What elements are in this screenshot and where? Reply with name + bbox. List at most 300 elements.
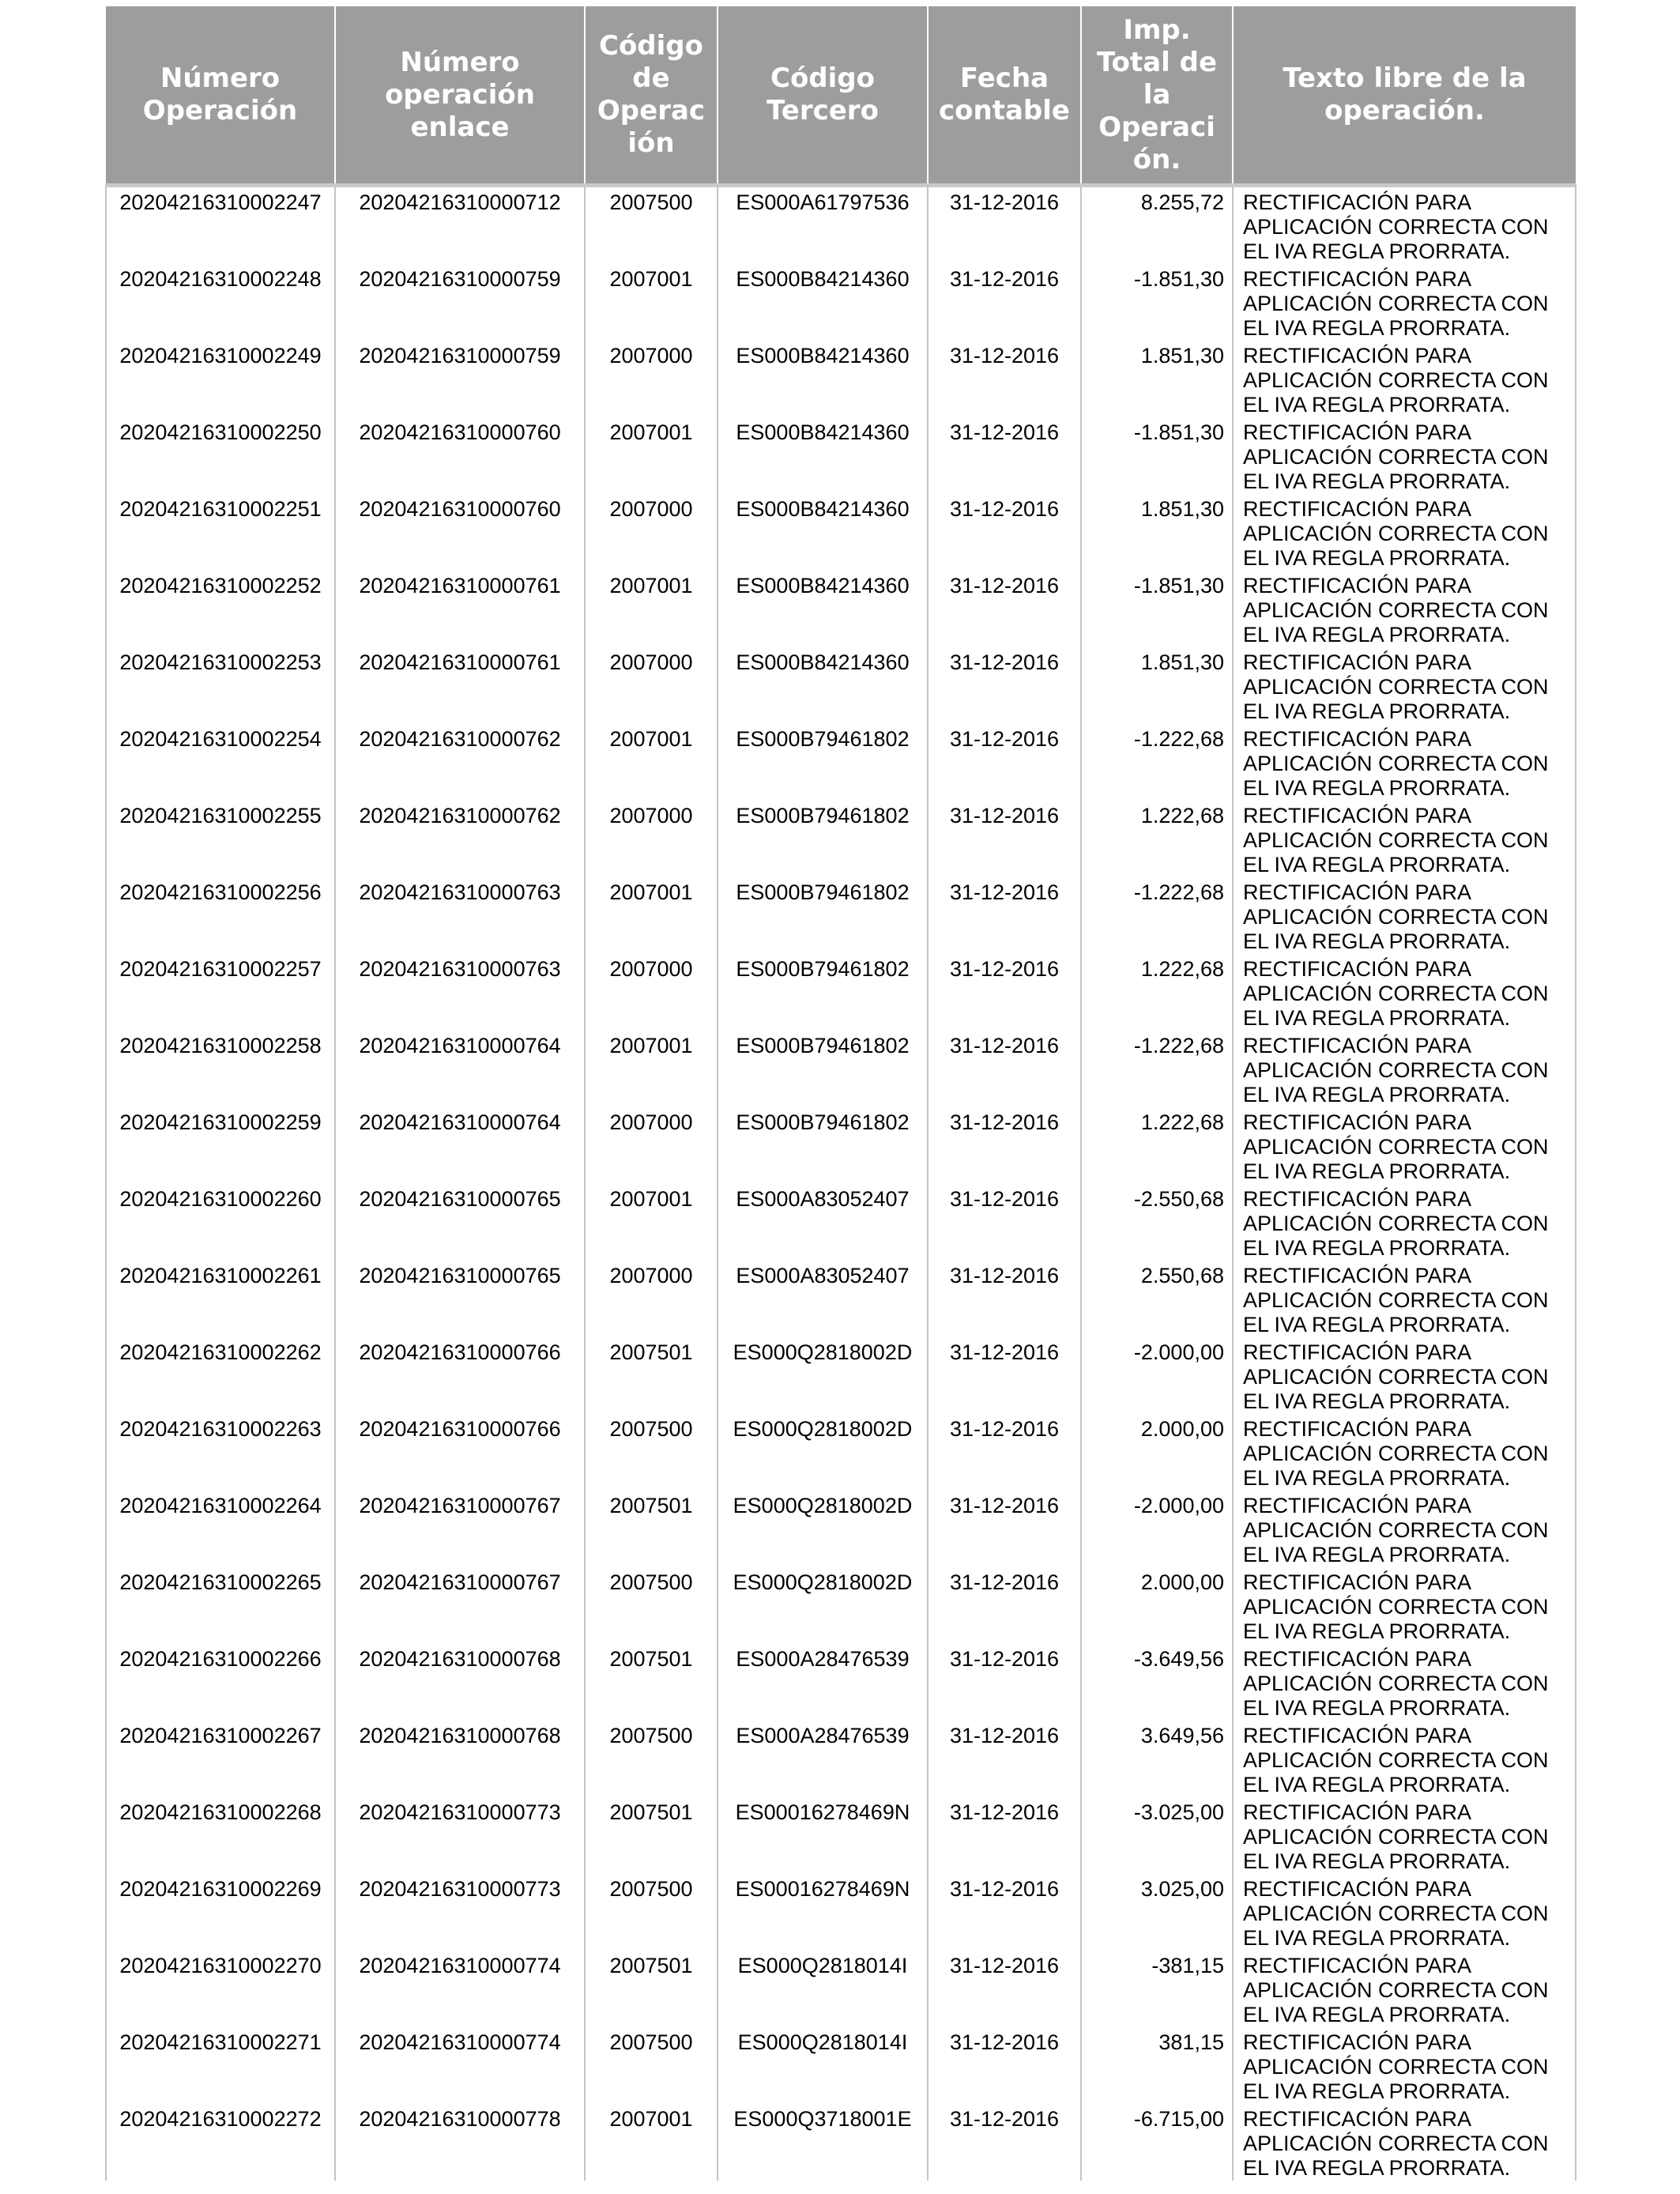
text-line: EL IVA REGLA PRORRATA.	[1243, 2156, 1511, 2180]
header-line: Texto libre de la	[1283, 62, 1527, 94]
cell-codigo-operacion	[585, 877, 718, 954]
cell-fecha-contable	[928, 417, 1081, 494]
table-row	[106, 571, 1576, 647]
cell-content	[1234, 724, 1575, 801]
cell-content: 20204216310002272	[119, 2107, 322, 2131]
cell-fecha-contable	[928, 1644, 1081, 1721]
cell-numero-enlace	[335, 1491, 585, 1567]
cell-texto-libre	[1233, 724, 1576, 801]
text-line: APLICACIÓN CORRECTA CON	[1243, 1825, 1549, 1849]
cell-content: 31-12-2016	[949, 1264, 1060, 1287]
cell-importe-total	[1081, 1031, 1233, 1107]
table-row	[106, 724, 1576, 801]
table-row	[106, 1491, 1576, 1567]
cell-fecha-contable	[928, 1184, 1081, 1261]
cell-numero-enlace	[335, 264, 585, 341]
table-row	[106, 1031, 1576, 1107]
cell-codigo-operacion	[585, 1337, 718, 1414]
cell-content: 20204216310002249	[119, 344, 322, 368]
cell-texto-libre	[1233, 1184, 1576, 1261]
text-line: RECTIFICACIÓN PARA	[1243, 804, 1472, 827]
header-line: Operación	[142, 95, 298, 126]
cell-content: ES000B84214360	[736, 650, 910, 674]
cell-content: 2.000,00	[1140, 1570, 1224, 1594]
text-line: EL IVA REGLA PRORRATA.	[1243, 699, 1511, 723]
text-line: RECTIFICACIÓN PARA	[1243, 1570, 1472, 1594]
table-row	[106, 801, 1576, 877]
cell-content: 20204216310000759	[359, 344, 561, 368]
cell-content: 1.222,68	[1140, 804, 1224, 827]
cell-importe-total	[1081, 1414, 1233, 1491]
cell-content	[1234, 877, 1575, 954]
cell-codigo-tercero	[718, 417, 928, 494]
cell-content: 20204216310000774	[359, 2030, 561, 2054]
cell-content: 2007000	[609, 650, 693, 674]
cell-content: 3.649,56	[1140, 1724, 1224, 1747]
cell-numero-operacion	[106, 417, 335, 494]
cell-fecha-contable	[928, 2027, 1081, 2104]
text-line: APLICACIÓN CORRECTA CON	[1243, 1212, 1549, 1235]
cell-fecha-contable	[928, 1491, 1081, 1567]
text-line: RECTIFICACIÓN PARA	[1243, 1724, 1472, 1747]
cell-content: 8.255,72	[1140, 190, 1224, 214]
cell-numero-enlace	[335, 954, 585, 1031]
table-row	[106, 1874, 1576, 1951]
cell-codigo-operacion	[585, 1797, 718, 1874]
cell-content: 20204216310002267	[119, 1724, 322, 1747]
cell-numero-enlace	[335, 1951, 585, 2027]
table-row	[106, 1184, 1576, 1261]
cell-content: 2007001	[609, 420, 693, 444]
cell-content: 31-12-2016	[949, 1724, 1060, 1747]
cell-numero-operacion	[106, 724, 335, 801]
cell-content: -1.222,68	[1133, 727, 1224, 751]
table-row	[106, 1567, 1576, 1644]
cell-numero-operacion	[106, 1567, 335, 1644]
cell-importe-total	[1081, 1107, 1233, 1184]
cell-content: 20204216310002252	[119, 574, 322, 598]
cell-content: 20204216310002266	[119, 1647, 322, 1671]
cell-content: 2007000	[609, 1110, 693, 1134]
cell-content: 2007000	[609, 957, 693, 981]
cell-numero-operacion	[106, 1184, 335, 1261]
cell-importe-total	[1081, 1337, 1233, 1414]
text-line: EL IVA REGLA PRORRATA.	[1243, 2079, 1511, 2103]
text-line: APLICACIÓN CORRECTA CON	[1243, 1748, 1549, 1772]
table-row	[106, 341, 1576, 417]
header-line: Código	[599, 30, 703, 62]
text-line: RECTIFICACIÓN PARA	[1243, 1954, 1472, 1977]
cell-fecha-contable	[928, 186, 1081, 265]
cell-content: 20204216310002270	[119, 1954, 322, 1977]
cell-importe-total	[1081, 877, 1233, 954]
table-row	[106, 1337, 1576, 1414]
cell-content: 20204216310002258	[119, 1034, 322, 1057]
text-line: APLICACIÓN CORRECTA CON	[1243, 445, 1549, 469]
cell-content: 31-12-2016	[949, 1494, 1060, 1517]
cell-content: 2007500	[609, 1724, 693, 1747]
cell-content: 20204216310002261	[119, 1264, 322, 1287]
cell-content: 1.222,68	[1140, 957, 1224, 981]
cell-fecha-contable	[928, 877, 1081, 954]
cell-fecha-contable	[928, 341, 1081, 417]
cell-content: 2.000,00	[1140, 1417, 1224, 1441]
cell-content: 20204216310000773	[359, 1800, 561, 1824]
cell-content: -2.000,00	[1133, 1494, 1224, 1517]
cell-content: 381,15	[1158, 2030, 1224, 2054]
cell-codigo-operacion	[585, 2104, 718, 2181]
text-line: RECTIFICACIÓN PARA	[1243, 880, 1472, 904]
cell-codigo-operacion	[585, 417, 718, 494]
text-line: RECTIFICACIÓN PARA	[1243, 1264, 1472, 1287]
cell-content: 2007001	[609, 880, 693, 904]
cell-numero-operacion	[106, 341, 335, 417]
cell-content	[1234, 1567, 1575, 1644]
text-line: APLICACIÓN CORRECTA CON	[1243, 598, 1549, 622]
text-line: EL IVA REGLA PRORRATA.	[1243, 1543, 1511, 1566]
cell-content: ES000B79461802	[736, 957, 910, 981]
cell-content: ES000B79461802	[736, 880, 910, 904]
text-line: EL IVA REGLA PRORRATA.	[1243, 1006, 1511, 1030]
header-line: Código	[770, 62, 875, 94]
cell-content: 20204216310002254	[119, 727, 322, 751]
text-line: RECTIFICACIÓN PARA	[1243, 650, 1472, 674]
cell-codigo-tercero	[718, 954, 928, 1031]
cell-content: 31-12-2016	[949, 804, 1060, 827]
cell-importe-total	[1081, 417, 1233, 494]
cell-importe-total	[1081, 494, 1233, 571]
text-line: APLICACIÓN CORRECTA CON	[1243, 1442, 1549, 1465]
cell-content: 3.025,00	[1140, 1877, 1224, 1901]
cell-numero-operacion	[106, 1031, 335, 1107]
cell-fecha-contable	[928, 494, 1081, 571]
cell-fecha-contable	[928, 2104, 1081, 2181]
cell-content: 2007500	[609, 1417, 693, 1441]
cell-content: 1.222,68	[1140, 1110, 1224, 1134]
cell-numero-operacion	[106, 571, 335, 647]
cell-numero-enlace	[335, 1337, 585, 1414]
cell-content: 20204216310002265	[119, 1570, 322, 1594]
cell-codigo-operacion	[585, 1261, 718, 1337]
text-line: EL IVA REGLA PRORRATA.	[1243, 929, 1511, 953]
table-row	[106, 494, 1576, 571]
cell-content: ES000B84214360	[736, 574, 910, 598]
cell-fecha-contable	[928, 954, 1081, 1031]
cell-content: 20204216310002264	[119, 1494, 322, 1517]
cell-numero-enlace	[335, 417, 585, 494]
cell-content: 20204216310002262	[119, 1340, 322, 1364]
cell-content	[1234, 647, 1575, 724]
cell-codigo-tercero	[718, 724, 928, 801]
cell-content: ES00016278469N	[735, 1800, 910, 1824]
text-line: EL IVA REGLA PRORRATA.	[1243, 546, 1511, 570]
cell-content: 31-12-2016	[949, 1800, 1060, 1824]
cell-content: 1.851,30	[1140, 650, 1224, 674]
cell-content: 20204216310000774	[359, 1954, 561, 1977]
cell-content: 20204216310000767	[359, 1494, 561, 1517]
cell-importe-total	[1081, 264, 1233, 341]
text-line: APLICACIÓN CORRECTA CON	[1243, 368, 1549, 392]
cell-content: 2007001	[609, 574, 693, 598]
cell-content: 31-12-2016	[949, 574, 1060, 598]
cell-texto-libre	[1233, 1337, 1576, 1414]
cell-content: 20204216310000773	[359, 1877, 561, 1901]
cell-content: -3.649,56	[1133, 1647, 1224, 1671]
cell-importe-total	[1081, 1567, 1233, 1644]
cell-content: ES000B84214360	[736, 497, 910, 521]
text-line: EL IVA REGLA PRORRATA.	[1243, 393, 1511, 417]
cell-content: 20204216310000764	[359, 1110, 561, 1134]
cell-content: 31-12-2016	[949, 1034, 1060, 1057]
cell-codigo-tercero	[718, 1337, 928, 1414]
cell-content: 31-12-2016	[949, 727, 1060, 751]
cell-content: ES000Q2818014I	[737, 2030, 908, 2054]
cell-content: -1.851,30	[1133, 267, 1224, 291]
header-codigo-operacion	[585, 6, 718, 186]
table-row	[106, 1644, 1576, 1721]
cell-content: 20204216310000762	[359, 804, 561, 827]
table-row	[106, 186, 1576, 265]
cell-codigo-operacion	[585, 724, 718, 801]
cell-importe-total	[1081, 1797, 1233, 1874]
cell-fecha-contable	[928, 1797, 1081, 1874]
cell-numero-enlace	[335, 1261, 585, 1337]
text-line: EL IVA REGLA PRORRATA.	[1243, 1236, 1511, 1260]
text-line: RECTIFICACIÓN PARA	[1243, 1340, 1472, 1364]
header-line: ón.	[1132, 143, 1181, 175]
header-row	[106, 6, 1576, 186]
cell-content: 31-12-2016	[949, 344, 1060, 368]
text-line: EL IVA REGLA PRORRATA.	[1243, 316, 1511, 340]
cell-content: 31-12-2016	[949, 1340, 1060, 1364]
table-header	[106, 6, 1576, 186]
cell-texto-libre	[1233, 494, 1576, 571]
header-numero-operacion	[106, 6, 335, 186]
cell-content: 20204216310000759	[359, 267, 561, 291]
cell-content	[1234, 1797, 1575, 1874]
cell-content: 2007500	[609, 1877, 693, 1901]
cell-content: ES000A61797536	[736, 190, 910, 214]
cell-content: 2007501	[609, 1340, 693, 1364]
cell-importe-total	[1081, 2027, 1233, 2104]
cell-fecha-contable	[928, 647, 1081, 724]
cell-fecha-contable	[928, 801, 1081, 877]
header-line: contable	[939, 95, 1070, 126]
header-line: Total de	[1096, 46, 1218, 78]
cell-importe-total	[1081, 1491, 1233, 1567]
cell-importe-total	[1081, 954, 1233, 1031]
cell-content: 31-12-2016	[949, 957, 1060, 981]
cell-numero-operacion	[106, 264, 335, 341]
cell-content	[1234, 1644, 1575, 1721]
text-line: RECTIFICACIÓN PARA	[1243, 1877, 1472, 1901]
cell-content: 2007501	[609, 1954, 693, 1977]
cell-numero-enlace	[335, 1874, 585, 1951]
cell-content: 31-12-2016	[949, 2107, 1060, 2131]
header-line: ión	[627, 127, 675, 159]
text-line: APLICACIÓN CORRECTA CON	[1243, 2055, 1549, 2079]
cell-content: 20204216310000761	[359, 650, 561, 674]
cell-codigo-operacion	[585, 1874, 718, 1951]
cell-texto-libre	[1233, 1261, 1576, 1337]
cell-content: ES000B79461802	[736, 727, 910, 751]
cell-codigo-operacion	[585, 1951, 718, 2027]
cell-texto-libre	[1233, 341, 1576, 417]
cell-texto-libre	[1233, 1797, 1576, 1874]
cell-texto-libre	[1233, 1107, 1576, 1184]
cell-importe-total	[1081, 1874, 1233, 1951]
header-line: de	[632, 62, 670, 94]
text-line: RECTIFICACIÓN PARA	[1243, 267, 1472, 291]
text-line: APLICACIÓN CORRECTA CON	[1243, 828, 1549, 852]
cell-fecha-contable	[928, 1107, 1081, 1184]
text-line: APLICACIÓN CORRECTA CON	[1243, 675, 1549, 699]
cell-content: 20204216310000768	[359, 1647, 561, 1671]
cell-texto-libre	[1233, 647, 1576, 724]
cell-numero-operacion	[106, 1337, 335, 1414]
cell-content: 20204216310002248	[119, 267, 322, 291]
cell-importe-total	[1081, 1184, 1233, 1261]
text-line: EL IVA REGLA PRORRATA.	[1243, 239, 1511, 263]
cell-numero-operacion	[106, 1414, 335, 1491]
cell-codigo-tercero	[718, 264, 928, 341]
text-line: RECTIFICACIÓN PARA	[1243, 1110, 1472, 1134]
table-row	[106, 1261, 1576, 1337]
cell-content: 20204216310002269	[119, 1877, 322, 1901]
cell-codigo-operacion	[585, 186, 718, 265]
cell-content: 31-12-2016	[949, 190, 1060, 214]
cell-fecha-contable	[928, 264, 1081, 341]
cell-content: 20204216310002260	[119, 1187, 322, 1211]
header-line: Número	[400, 46, 520, 78]
header-fecha-contable	[928, 6, 1081, 186]
cell-content: 20204216310002247	[119, 190, 322, 214]
cell-texto-libre	[1233, 1031, 1576, 1107]
cell-content: -1.222,68	[1133, 1034, 1224, 1057]
text-line: EL IVA REGLA PRORRATA.	[1243, 1773, 1511, 1796]
table-row	[106, 1797, 1576, 1874]
header-importe-total	[1081, 6, 1233, 186]
cell-codigo-tercero	[718, 1951, 928, 2027]
cell-content: ES000Q2818002D	[733, 1494, 913, 1517]
cell-codigo-operacion	[585, 1567, 718, 1644]
cell-texto-libre	[1233, 417, 1576, 494]
cell-content	[1234, 494, 1575, 571]
cell-content	[1234, 1184, 1575, 1261]
table-row	[106, 954, 1576, 1031]
cell-codigo-operacion	[585, 801, 718, 877]
cell-importe-total	[1081, 571, 1233, 647]
text-line: APLICACIÓN CORRECTA CON	[1243, 1365, 1549, 1389]
text-line: APLICACIÓN CORRECTA CON	[1243, 1902, 1549, 1925]
cell-importe-total	[1081, 801, 1233, 877]
cell-content: -2.550,68	[1133, 1187, 1224, 1211]
cell-content	[1234, 954, 1575, 1031]
cell-texto-libre	[1233, 2104, 1576, 2181]
cell-content: 31-12-2016	[949, 1877, 1060, 1901]
cell-content	[1234, 1107, 1575, 1184]
cell-codigo-tercero	[718, 801, 928, 877]
cell-fecha-contable	[928, 1874, 1081, 1951]
cell-fecha-contable	[928, 571, 1081, 647]
cell-codigo-operacion	[585, 1414, 718, 1491]
text-line: RECTIFICACIÓN PARA	[1243, 2107, 1472, 2131]
cell-content: 20204216310000763	[359, 957, 561, 981]
cell-content: ES000B79461802	[736, 1110, 910, 1134]
cell-numero-enlace	[335, 1184, 585, 1261]
cell-codigo-tercero	[718, 647, 928, 724]
cell-content	[1234, 1951, 1575, 2027]
cell-numero-enlace	[335, 647, 585, 724]
table-row	[106, 1414, 1576, 1491]
cell-content: ES000B79461802	[736, 1034, 910, 1057]
cell-codigo-tercero	[718, 186, 928, 265]
cell-codigo-tercero	[718, 1491, 928, 1567]
cell-fecha-contable	[928, 1414, 1081, 1491]
cell-content: 31-12-2016	[949, 420, 1060, 444]
cell-content: -1.851,30	[1133, 420, 1224, 444]
cell-numero-enlace	[335, 494, 585, 571]
text-line: RECTIFICACIÓN PARA	[1243, 1034, 1472, 1057]
cell-importe-total	[1081, 2104, 1233, 2181]
text-line: RECTIFICACIÓN PARA	[1243, 1494, 1472, 1517]
cell-content: 31-12-2016	[949, 267, 1060, 291]
text-line: APLICACIÓN CORRECTA CON	[1243, 982, 1549, 1005]
cell-content: 20204216310002263	[119, 1417, 322, 1441]
cell-codigo-tercero	[718, 1031, 928, 1107]
cell-codigo-operacion	[585, 1491, 718, 1567]
cell-numero-enlace	[335, 877, 585, 954]
cell-numero-operacion	[106, 1261, 335, 1337]
header-line: Operac	[597, 95, 706, 126]
header-line: Imp.	[1123, 13, 1191, 46]
text-line: RECTIFICACIÓN PARA	[1243, 727, 1472, 751]
text-line: RECTIFICACIÓN PARA	[1243, 1417, 1472, 1441]
header-line: Fecha	[959, 62, 1049, 94]
cell-content: 20204216310002257	[119, 957, 322, 981]
cell-content: 31-12-2016	[949, 1954, 1060, 1977]
cell-numero-enlace	[335, 1644, 585, 1721]
text-line: APLICACIÓN CORRECTA CON	[1243, 1595, 1549, 1619]
cell-texto-libre	[1233, 1644, 1576, 1721]
cell-texto-libre	[1233, 1567, 1576, 1644]
cell-texto-libre	[1233, 1414, 1576, 1491]
cell-codigo-tercero	[718, 494, 928, 571]
cell-numero-enlace	[335, 1414, 585, 1491]
cell-content: 2007000	[609, 344, 693, 368]
cell-content: ES000A83052407	[736, 1187, 910, 1211]
cell-codigo-operacion	[585, 1644, 718, 1721]
header-line: Tercero	[767, 95, 879, 126]
cell-content: 31-12-2016	[949, 2030, 1060, 2054]
cell-content: 2007001	[609, 267, 693, 291]
text-line: RECTIFICACIÓN PARA	[1243, 344, 1472, 368]
text-line: APLICACIÓN CORRECTA CON	[1243, 1135, 1549, 1159]
cell-content: 2007001	[609, 2107, 693, 2131]
cell-content	[1234, 187, 1575, 264]
cell-importe-total	[1081, 1951, 1233, 2027]
cell-content: 31-12-2016	[949, 1647, 1060, 1671]
cell-texto-libre	[1233, 1951, 1576, 2027]
cell-importe-total	[1081, 1261, 1233, 1337]
cell-texto-libre	[1233, 186, 1576, 265]
cell-codigo-tercero	[718, 2104, 928, 2181]
text-line: EL IVA REGLA PRORRATA.	[1243, 1849, 1511, 1873]
cell-content: 31-12-2016	[949, 1570, 1060, 1594]
cell-content: 20204216310000762	[359, 727, 561, 751]
cell-content: 2007500	[609, 190, 693, 214]
text-line: APLICACIÓN CORRECTA CON	[1243, 1672, 1549, 1695]
